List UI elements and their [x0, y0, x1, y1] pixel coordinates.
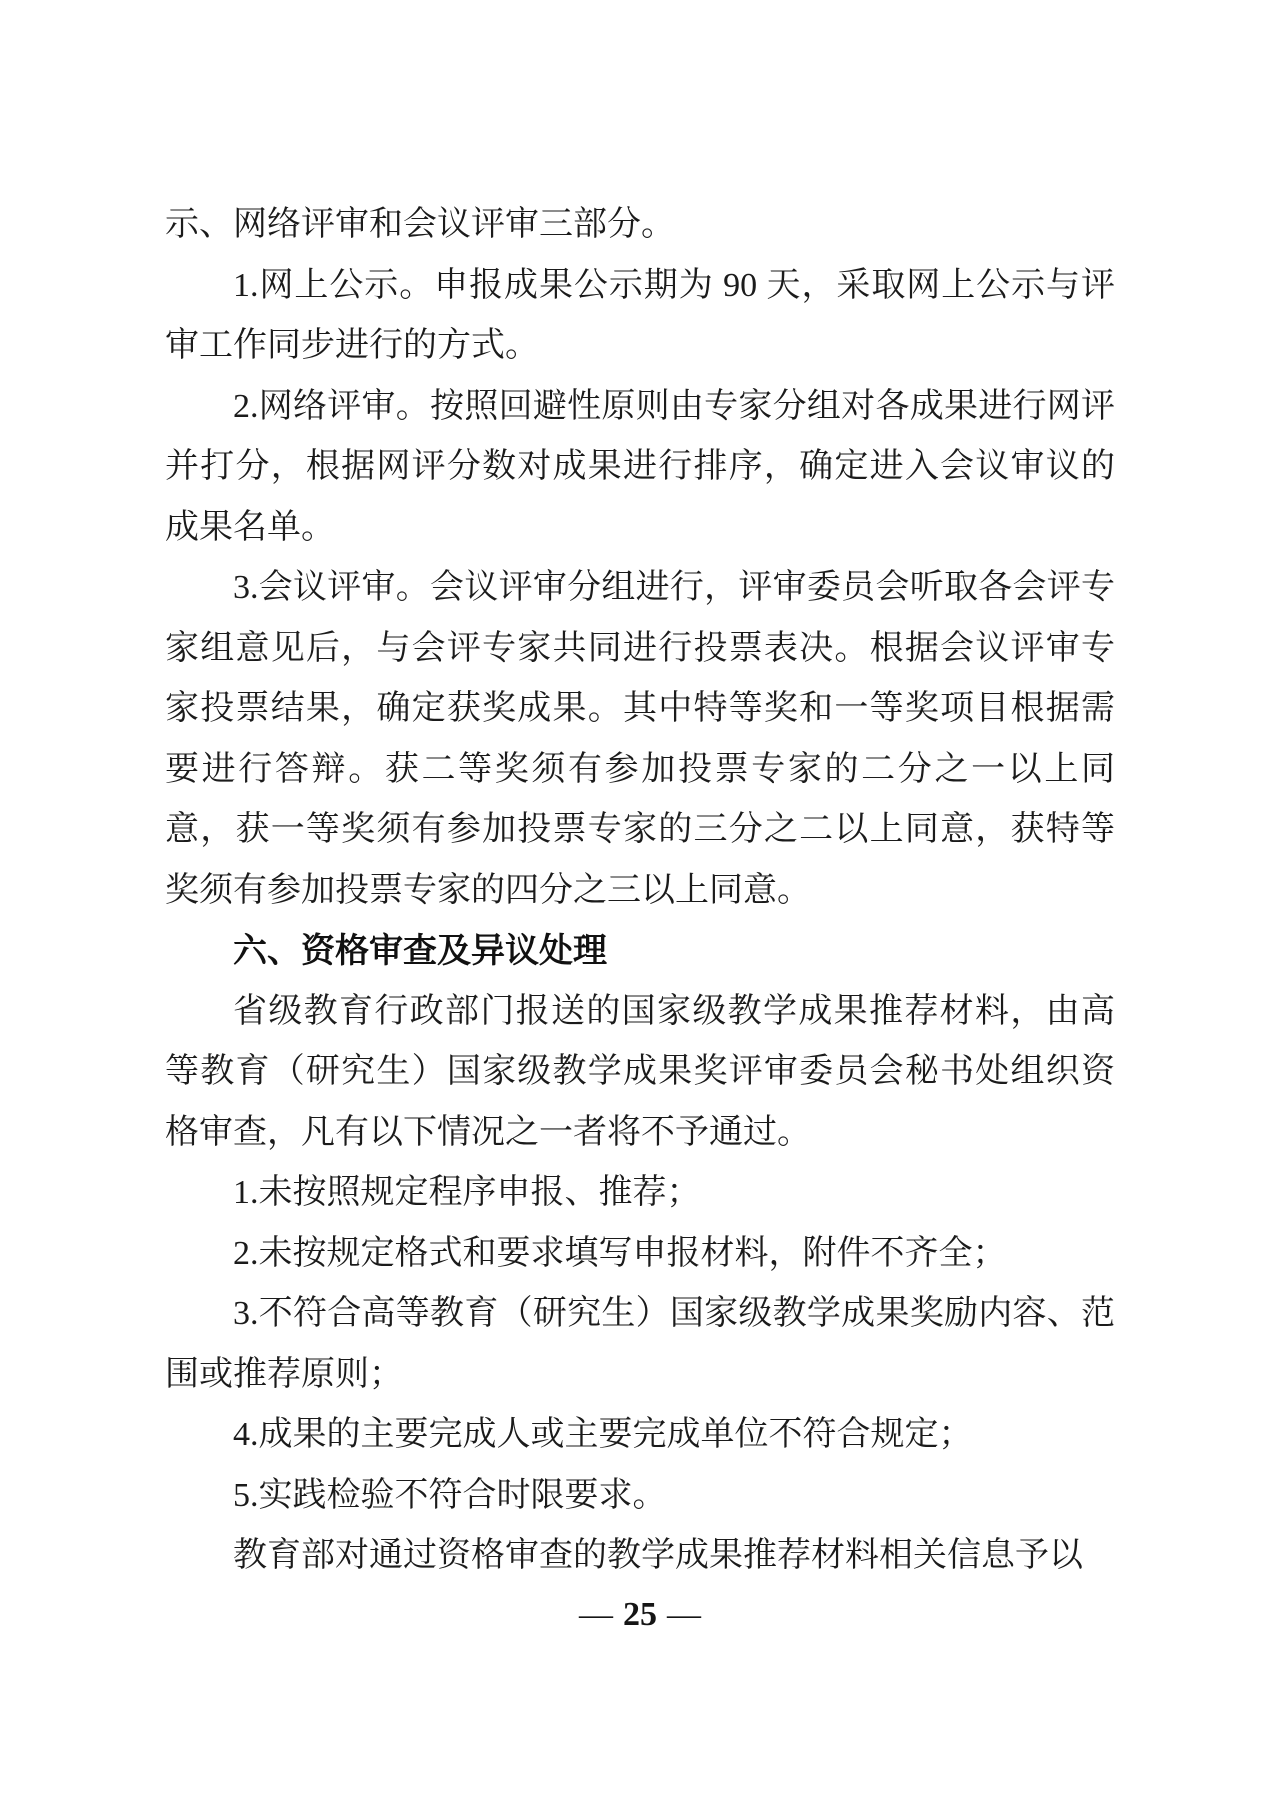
page-number: 25 — [623, 1596, 657, 1633]
body-paragraph: 教育部对通过资格审查的教学成果推荐材料相关信息予以 — [233, 1537, 1083, 1574]
body-paragraph: 1.未按照规定程序申报、推荐； — [233, 1174, 701, 1211]
body-paragraph: 示、网络评审和会议评审三部分。 — [165, 206, 675, 243]
body-paragraph: 4.成果的主要完成人或主要完成单位不符合规定； — [233, 1416, 973, 1453]
section-heading: 六、资格审查及异议处理 — [233, 932, 607, 970]
body-paragraph: 5.实践检验不符合时限要求。 — [233, 1476, 667, 1514]
document-body — [165, 195, 1115, 1587]
body-paragraph: 3.不符合高等教育（研究生）国家级教学成果奖励内容、范围或推荐原则； — [165, 1295, 1115, 1393]
body-paragraph: 3.会议评审。会议评审分组进行，评审委员会听取各会评专家组意见后，与会评专家共同进行投票表决。根据会议评审专家投票结果，确定获奖成果。其中特等奖和一等奖项目根据需要进行答辩。获二等奖须有参加投票专家的二分之一以上同意，获一等奖须有参加投票专家的三分之二以上同意，获特等奖须有参加投票专家的四分之三以上同意。 — [165, 569, 1115, 909]
page-number-dash-left: — — [579, 1596, 613, 1633]
page-footer — [0, 1593, 1280, 1637]
body-paragraph: 1.网上公示。申报成果公示期为 90 天，采取网上公示与评审工作同步进行的方式。 — [165, 266, 1115, 364]
page-number-dash-right: — — [667, 1596, 701, 1633]
body-paragraph: 省级教育行政部门报送的国家级教学成果推荐材料，由高等教育（研究生）国家级教学成果奖评审委员会秘书处组织资格审查，凡有以下情况之一者将不予通过。 — [165, 992, 1115, 1151]
body-paragraph: 2.网络评审。按照回避性原则由专家分组对各成果进行网评并打分，根据网评分数对成果进行排序，确定进入会议审议的成果名单。 — [165, 387, 1115, 546]
body-paragraph: 2.未按规定格式和要求填写申报材料，附件不齐全； — [233, 1234, 1007, 1272]
